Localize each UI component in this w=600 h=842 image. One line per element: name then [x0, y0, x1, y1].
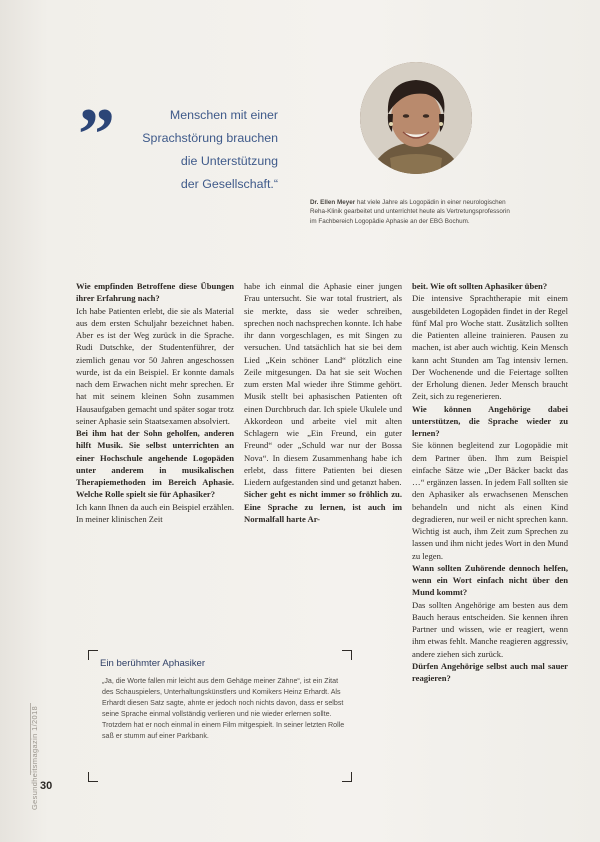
box-corner	[342, 650, 352, 660]
text-column-2	[244, 280, 402, 525]
pull-quote-line: der Gesellschaft.“	[180, 177, 278, 191]
interview-question: Sicher geht es nicht immer so fröhlich zu. Eine Sprache zu lernen, ist auch im Normalfall harte Ar-	[244, 489, 402, 524]
interview-question: beit. Wie oft sollten Aphasiker üben?	[412, 281, 548, 291]
interview-question: Wie können Angehörige dabei unterstützen, die Sprache wieder zu lernen?	[412, 403, 568, 438]
box-corner	[342, 772, 352, 782]
box-corner	[88, 650, 98, 660]
caption-text: hat viele Jahre als Logopädin in einer neurologischen Reha-Klinik gearbeitet und unterrichtet heute als Vertretungsprofessorin im Fachbereich Logopädie Aphasie an der EBG Bochum.	[310, 199, 510, 225]
box-corner	[88, 772, 98, 782]
interview-answer: Ich kann Ihnen da auch ein Beispiel erzählen. In meiner klinischen Zeit	[76, 501, 234, 524]
interview-question: Bei ihm hat der Sohn geholfen, anderen hilft Musik. Sie selbst unterrichten an einer Hochschule angehende Logopäden unter anderem in musikalischen Therapiemethoden im Bereich Aphasie. Welche Rolle spielt sie für Aphasiker?	[76, 428, 234, 500]
pull-quote-line: Sprachstörung brauchen	[142, 131, 278, 145]
caption-name: Dr. Ellen Meyer	[310, 199, 356, 206]
photo-caption	[310, 198, 510, 226]
interview-answer: Das sollten Angehörige am besten aus dem Bauch heraus entscheiden. Sie kennen ihren Partner und wissen, wie er reagiert, wenn ihm etwas fehlt. Manche reagieren aggressiv, andere ziehen sich zurück.	[412, 599, 568, 659]
interview-answer: Die intensive Sprachtherapie mit einem ausgebildeten Logopäden findet in der Regel fünf Mal pro Woche statt. Zusätzlich sollten die Patienten alleine trainieren. Pausen zu machen, ist aber auch wichtig. Kein Mensch kann acht Stunden am Tag intensiv lernen. Der Wochenende und die Feiertage sollten der Erholung dienen. Jeder Mensch braucht Zeit, sich zu regenerieren.	[412, 293, 568, 402]
interview-question: Dürfen Angehörige selbst auch mal sauer reagieren?	[412, 660, 568, 683]
box-title: Ein berühmter Aphasiker	[100, 658, 206, 669]
portrait-illustration	[360, 62, 472, 174]
text-column-1	[76, 280, 234, 525]
interview-question: Wie empfinden Betroffene diese Übungen ihrer Erfahrung nach?	[76, 281, 234, 304]
pull-quote	[132, 104, 278, 196]
pull-quote-line: Menschen mit einer	[169, 108, 278, 122]
interview-answer: Sie können begleitend zur Logopädie mit dem Partner üben. Ihm zum Beispiel einfache Sätze wie „Der Bäcker backt das …“ ergänzen lassen. In jedem Fall sollten sie den Aphasiker als erwachsenen Menschen behandeln und nicht als einen Kind degradieren, nur weil er nicht sprechen kann. Wichtig ist auch, ihm Zeit zum Sprechen zu lassen und ihm nicht jedes Wort in den Mund zu legen.	[412, 440, 568, 561]
sidebar-box	[88, 650, 352, 782]
page-number: 30	[40, 780, 53, 792]
interview-question: Wann sollten Zuhörende dennoch helfen, wenn ein Wort einfach nicht über den Mund kommt?	[412, 562, 568, 598]
text-column-3	[412, 280, 568, 684]
interview-answer: Ich habe Patienten erlebt, die sie als Material aus dem ersten Schuljahr bezeichnet haben. Aber es ist der Weg zurück in die Sprache. Rudi Dutschke, der Studentenführer, der ziemlich genau vor 50 Jahren angeschossen wurde, ist da ein Beispiel. Er konnte damals nach dem Erwachen nicht mehr sprechen. Er hat mit seinem kleinen Sohn zusammen Hausaufgaben gemacht und später sogar trotz seiner Aphasie sein Staatsexamen absolviert.	[76, 305, 234, 426]
quote-mark: ”	[78, 94, 115, 176]
side-label: Gesundheitsmagazin 1/2018	[30, 705, 39, 810]
box-text: „Ja, die Worte fallen mir leicht aus dem Gehäge meiner Zähne“, ist ein Zitat des Schauspielers, Unterhaltungskünstlers und Komikers Heinz Erhardt. Als Erhardt diesen Satz sagte, ahnte er jedoch noch nichts davon, dass er selbst seine Sprache einmal vollständig verlieren und nie wieder erlernen sollte. Trotzdem hat er noch einmal in einem Film mitgespielt. In seiner letzten Rolle saß er stumm auf einer Parkbank.	[102, 677, 345, 741]
interview-answer: habe ich einmal die Aphasie einer jungen Frau untersucht. Sie war total frustriert, als sie merkte, dass sie weder schreiben, sprechen noch nachsprechen konnte. Ich habe ihr dann vorgeschlagen, es mit Singen zu versuchen. Und tatsächlich hat sie bei dem Lied „Kein schöner Land“ plötzlich eine Zeile mitgesungen. Da hat sie seit Wochen zum ersten Mal wieder ihre Stimme gehört. Musik stellt bei aphasischen Patienten oft einen Durchbruch dar. Ich spiele Ukulele und Akkordeon und arbeite viel mit alten Schlagern wie „Ein Freund, ein guter Freund“ oder „Schuld war nur der Bossa Nova“. In diesem Zusammenhang habe ich erlebt, dass fittere Patienten bei diesen Liedern aufgestanden sind und getanzt haben.	[244, 281, 402, 487]
portrait-photo	[360, 62, 472, 174]
pull-quote-line: die Unterstützung	[180, 154, 278, 168]
